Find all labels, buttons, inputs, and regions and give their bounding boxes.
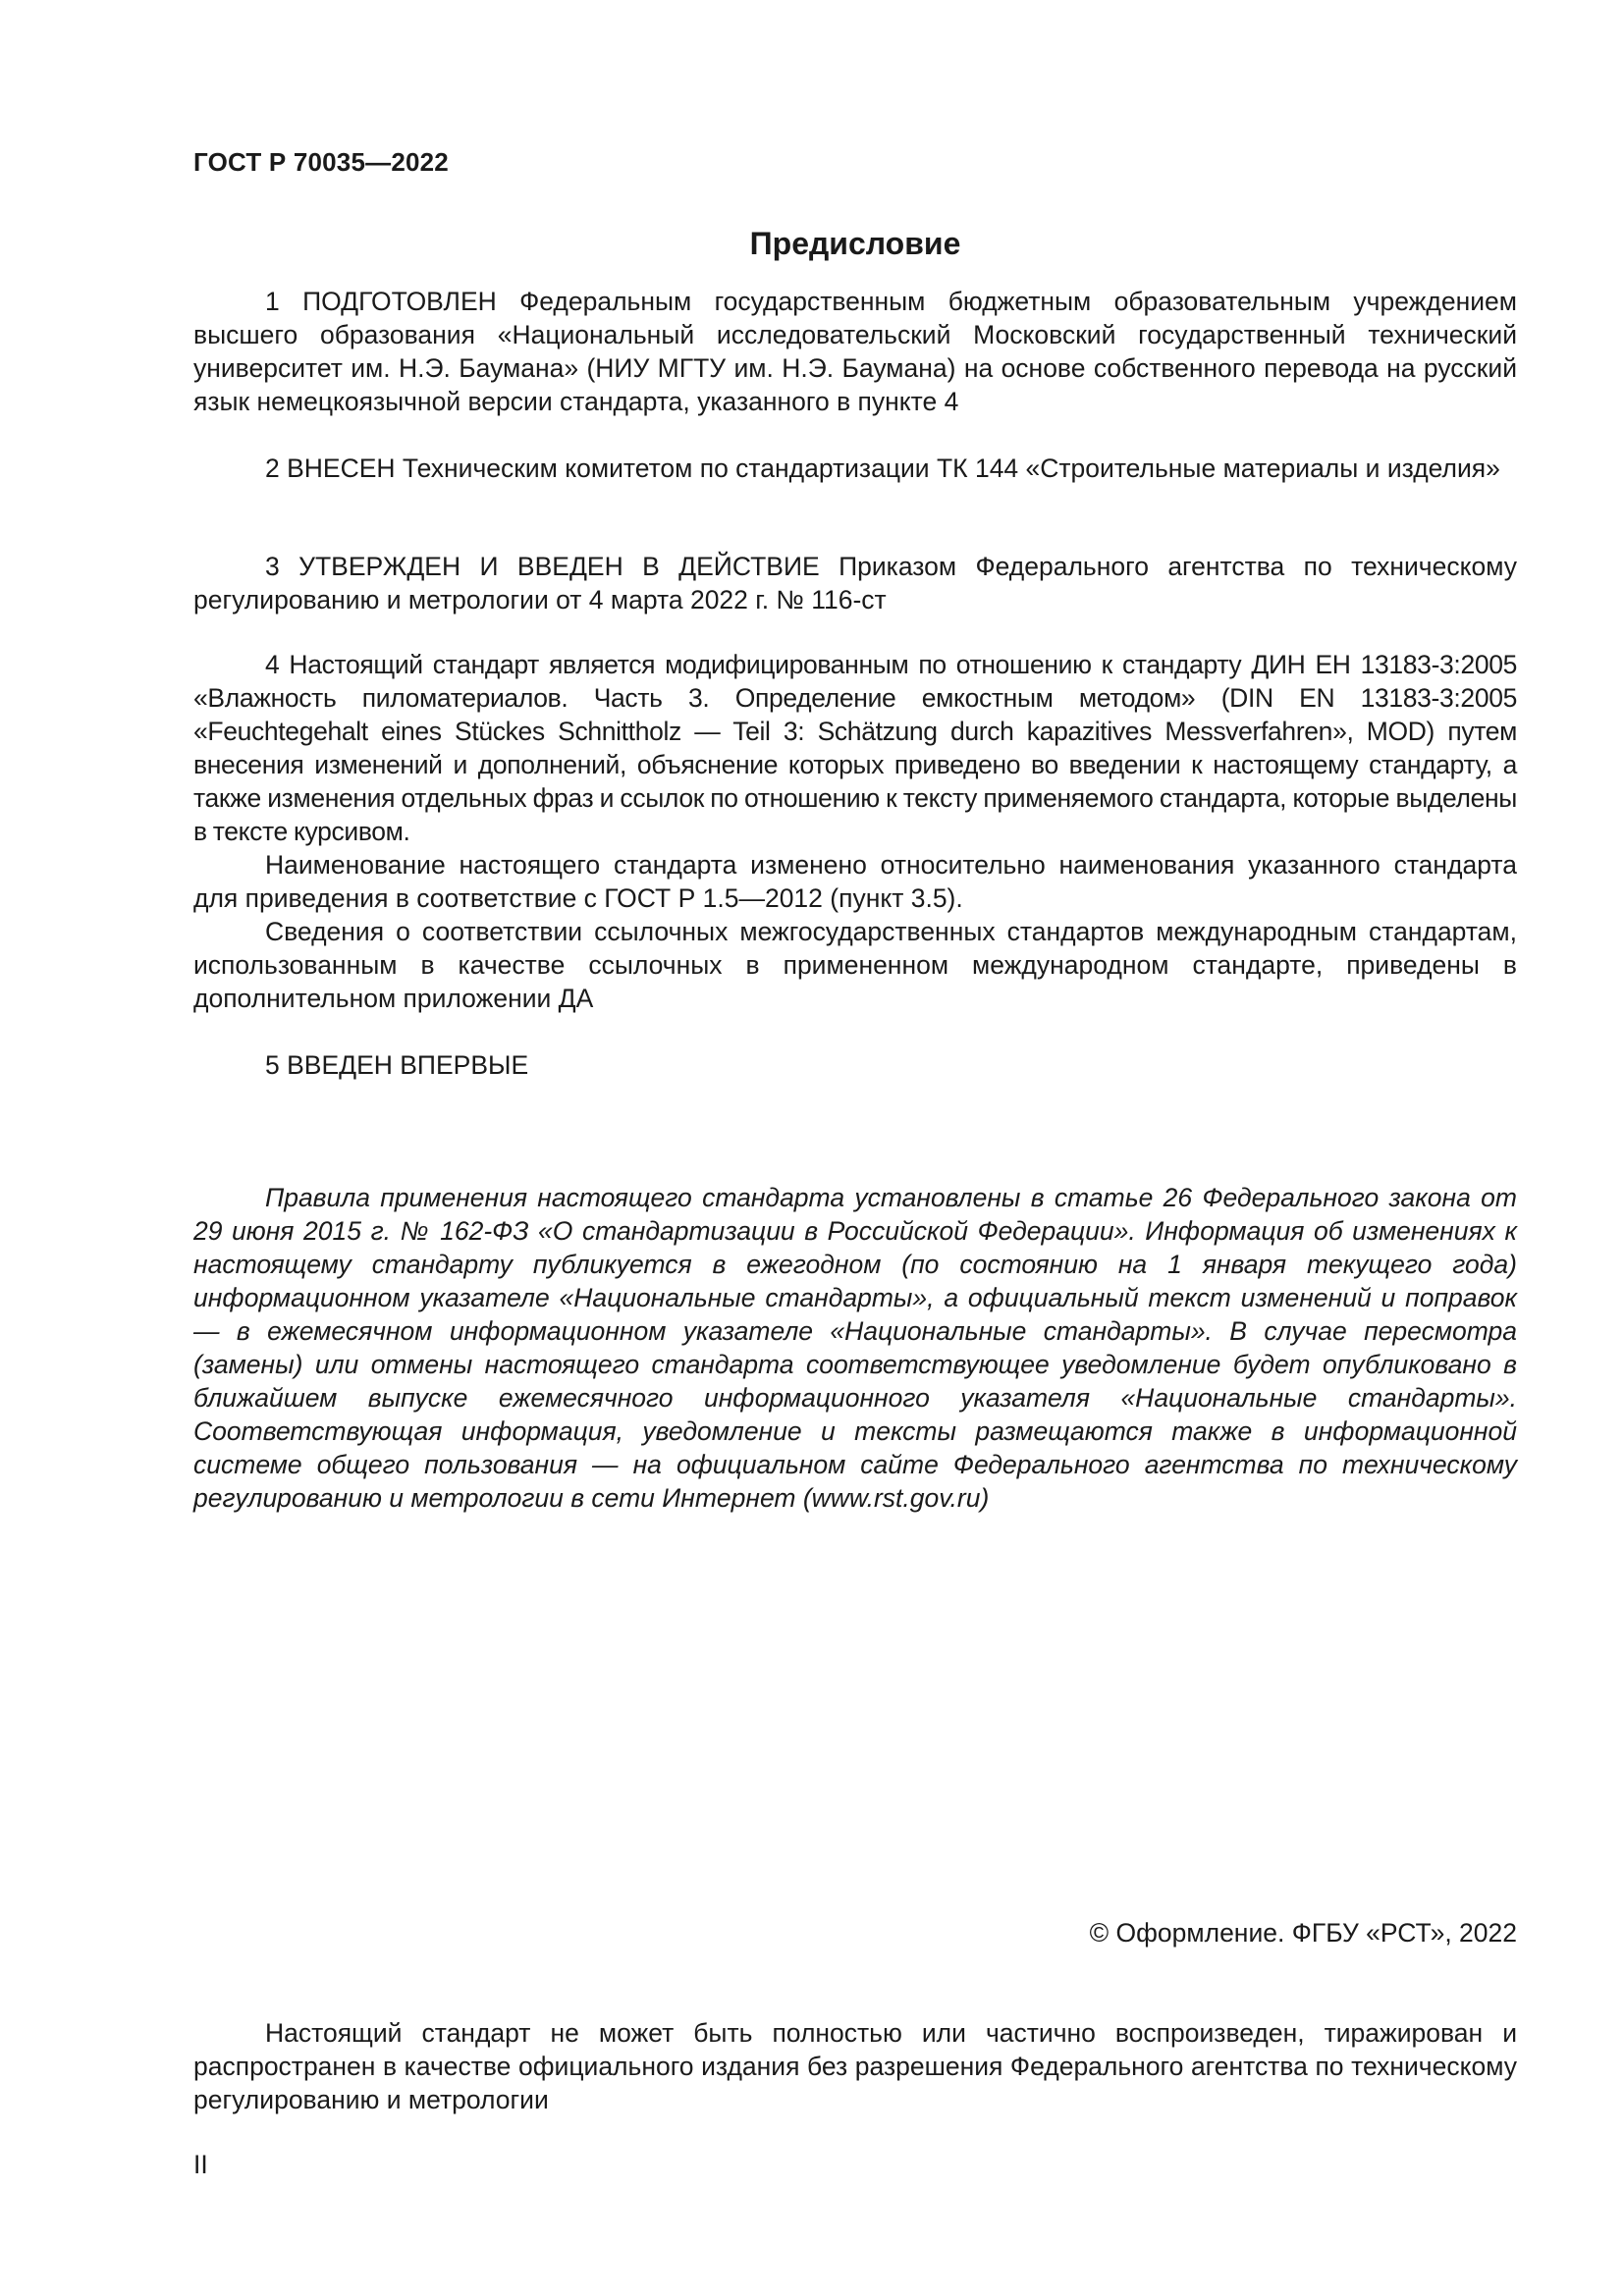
section-4-name-change: Наименование настоящего стандарта изменено относительно наименования указанного стандарта для приведения в соответствие с ГОСТ Р 1.5—2012 (пункт 3.5). [193,850,1517,913]
section-3-approved: 3 УТВЕРЖДЕН И ВВЕДЕН В ДЕЙСТВИЕ Приказом Федерального агентства по техническому регулированию и метрологии от 4 марта 2022 г. № 116-ст [193,552,1517,614]
page-number: II [193,2150,208,2179]
copyright-notice: © Оформление. ФГБУ «РСТ», 2022 [1089,1918,1517,1948]
document-code: ГОСТ Р 70035—2022 [193,147,449,177]
application-rules-notice: Правила применения настоящего стандарта установлены в статье 26 Федерального закона от 29 июня 2015 г. № 162-ФЗ «О стандартизации в Российской Федерации». Информация об изменениях к настоящему стандарту публикуется в ежегодном (по состоянию на 1 января текущего года) информационном указателе «Национальные стандарты», а официальный текст изменений и поправок — в ежемесячном информационном указателе «Национальные стандарты». В случае пересмотра (замены) или отмены настоящего стандарта соответствующее уведомление будет опубликовано в ближайшем выпуске ежемесячного информационного указателя «Национальные стандарты». Соответствующая информация, уведомление и тексты размещаются также в информационной системе общего пользования — на официальном сайте Федерального агентства по техническому регулированию и метрологии в сети Интернет (www.rst.gov.ru) [193,1183,1517,1513]
section-5-first-introduced: 5 ВВЕДЕН ВПЕРВЫЕ [265,1050,529,1080]
page-title: Предисловие [749,226,961,261]
section-4-modification: 4 Настоящий стандарт является модифицированным по отношению к стандарту ДИН ЕН 13183-3:2005 «Влажность пиломатериалов. Часть 3. Определение емкостным методом» (DIN EN 13183-3:2005 «Feuchtegehalt eines Stückes Schnittholz — Teil 3: Schätzung durch kapazitives Messverfahren», MOD) путем внесения изменений и дополнений, объяснение которых приведено во введении к настоящему стандарту, а также изменения отдельных фраз и ссылок по отношению к тексту применяемого стандарта, которые выделены в тексте курсивом. [193,650,1517,846]
reproduction-notice: Настоящий стандарт не может быть полностью или частично воспроизведен, тиражирован и распространен в качестве официального издания без разрешения Федерального агентства по техническому регулированию и метрологии [193,2018,1517,2114]
section-4-references: Сведения о соответствии ссылочных межгосударственных стандартов международным стандартам, использованным в качестве ссылочных в примененном международном стандарте, приведены в дополнительном приложении ДА [193,917,1517,1013]
section-1-prepared: 1 ПОДГОТОВЛЕН Федеральным государственным бюджетным образовательным учреждением высшего образования «Национальный исследовательский Московский государственный технический университет им. Н.Э. Баумана» (НИУ МГТУ им. Н.Э. Баумана) на основе собственного перевода на русский язык немецкоязычной версии стандарта, указанного в пункте 4 [193,287,1517,416]
section-2-submitted: 2 ВНЕСЕН Техническим комитетом по стандартизации ТК 144 «Строительные материалы и изделия» [265,454,1500,483]
